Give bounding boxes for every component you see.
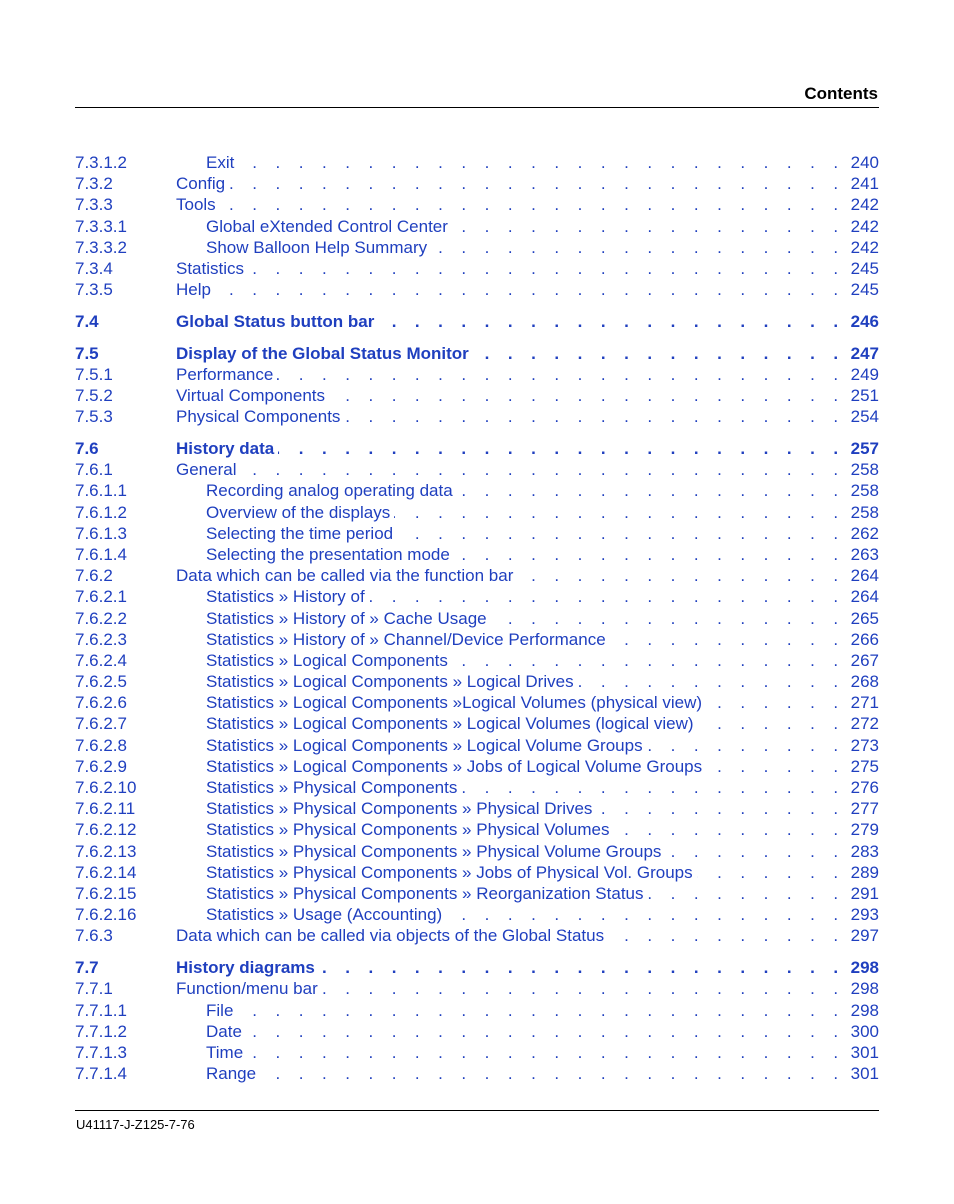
toc-entry[interactable]	[75, 480, 879, 501]
toc-dot-leader	[613, 819, 845, 840]
toc-entry[interactable]	[75, 406, 879, 427]
toc-entry[interactable]	[75, 1000, 879, 1021]
toc-page-number[interactable]: 297	[850, 926, 879, 946]
toc-page-number[interactable]: 283	[850, 841, 879, 861]
toc-section-number: 7.6.2.14	[75, 862, 137, 882]
toc-section-number: 7.6.2.4	[75, 650, 127, 670]
toc-dot-leader	[277, 364, 845, 385]
toc-section-number: 7.6.2.2	[75, 608, 127, 628]
toc-section-number: 7.7.1.2	[75, 1021, 127, 1041]
toc-dot-leader	[329, 385, 845, 406]
toc-entry-title[interactable]: Virtual Components	[176, 385, 329, 406]
toc-entry[interactable]	[75, 216, 879, 237]
toc-dot-leader	[260, 1063, 845, 1084]
toc-dot-leader	[608, 925, 845, 946]
toc-section-number: 7.5	[75, 343, 99, 363]
toc-entry-title[interactable]: Statistics » Logical Components »Logical Volumes (physical view)	[206, 692, 706, 713]
toc-section-number: 7.3.4	[75, 258, 113, 278]
toc-page-number[interactable]: 254	[850, 407, 879, 427]
toc-page-number[interactable]: 264	[850, 587, 879, 607]
toc-entry[interactable]	[75, 152, 879, 173]
toc-entry[interactable]	[75, 692, 879, 713]
toc-entry[interactable]	[75, 608, 879, 629]
toc-entry-title[interactable]: Tools	[176, 194, 220, 215]
toc-dot-leader	[596, 798, 845, 819]
toc-section-number: 7.6.2.5	[75, 672, 127, 692]
toc-page-number[interactable]: 291	[850, 883, 879, 903]
toc-entry-line	[176, 565, 879, 586]
toc-entry-title[interactable]: Selecting the time period	[206, 523, 397, 544]
toc-entry-line	[206, 819, 879, 840]
toc-entry-line	[206, 756, 879, 777]
toc-section-number: 7.6.3	[75, 926, 113, 946]
toc-dot-leader	[394, 502, 845, 523]
toc-entry-line	[206, 777, 879, 798]
toc-dot-leader	[491, 608, 845, 629]
toc-dot-leader	[706, 756, 845, 777]
toc-entry[interactable]	[75, 925, 879, 946]
toc-entry-title[interactable]: History diagrams	[176, 957, 319, 978]
toc-dot-leader	[215, 279, 845, 300]
toc-page-number[interactable]: 263	[850, 544, 879, 564]
toc-entry-title[interactable]: History data	[176, 438, 278, 459]
toc-entry[interactable]	[75, 650, 879, 671]
header-rule	[75, 107, 879, 108]
toc-dot-leader	[431, 237, 845, 258]
toc-section-number: 7.3.3.1	[75, 216, 127, 236]
toc-dot-leader	[322, 978, 845, 999]
toc-dot-leader	[647, 735, 845, 756]
toc-page-number[interactable]: 265	[850, 608, 879, 628]
toc-entry-line	[206, 237, 879, 258]
toc-dot-leader	[278, 438, 845, 459]
toc-entry-title[interactable]: General	[176, 459, 240, 480]
toc-section-number: 7.6.2.11	[75, 799, 136, 819]
toc-page-number[interactable]: 277	[850, 799, 879, 819]
toc-section-number: 7.6.2.1	[75, 587, 127, 607]
table-of-contents	[75, 152, 879, 1084]
toc-entry-line	[176, 385, 879, 406]
toc-entry-title[interactable]: Statistics » Physical Components » Physical Volumes	[206, 819, 613, 840]
toc-page-number[interactable]: 249	[850, 364, 879, 384]
toc-page-number[interactable]: 273	[850, 735, 879, 755]
toc-entry-line	[176, 925, 879, 946]
toc-section-number: 7.5.1	[75, 364, 113, 384]
toc-page-number[interactable]: 298	[850, 979, 879, 999]
toc-dot-leader	[706, 692, 845, 713]
toc-dot-leader	[446, 904, 845, 925]
toc-entry-line	[176, 194, 879, 215]
toc-entry[interactable]	[75, 957, 879, 978]
toc-dot-leader	[248, 258, 845, 279]
toc-dot-leader	[229, 173, 845, 194]
toc-entry-line	[206, 544, 879, 565]
toc-dot-leader	[237, 1000, 845, 1021]
toc-section-number: 7.6.1	[75, 460, 113, 480]
toc-entry-title[interactable]: Statistics » History of » Channel/Device Performance	[206, 629, 610, 650]
toc-entry-line	[206, 1063, 879, 1084]
toc-section-number: 7.7.1	[75, 979, 113, 999]
toc-page-number[interactable]: 279	[850, 820, 879, 840]
toc-entry-title[interactable]: Function/menu bar	[176, 978, 322, 999]
toc-entry-line	[206, 608, 879, 629]
toc-page-number[interactable]: 245	[850, 258, 879, 278]
toc-entry[interactable]	[75, 544, 879, 565]
toc-page-number[interactable]: 251	[850, 386, 879, 406]
toc-dot-leader	[240, 459, 845, 480]
toc-entry-title[interactable]: Statistics » Usage (Accounting)	[206, 904, 446, 925]
toc-entry[interactable]	[75, 1021, 879, 1042]
toc-page-number[interactable]: 257	[850, 439, 879, 459]
toc-entry[interactable]	[75, 978, 879, 999]
toc-entry-line	[206, 883, 879, 904]
toc-entry-line	[176, 343, 879, 364]
toc-section-number: 7.6.2	[75, 566, 113, 586]
toc-entry-line	[176, 364, 879, 385]
toc-entry[interactable]	[75, 565, 879, 586]
toc-section-number: 7.6.2.13	[75, 841, 137, 861]
toc-entry-title[interactable]: Recording analog operating data	[206, 480, 457, 501]
toc-entry-title[interactable]: Statistics » Physical Components » Jobs of Physical Vol. Groups	[206, 862, 697, 883]
toc-entry[interactable]	[75, 438, 879, 459]
toc-dot-leader	[378, 311, 845, 332]
toc-page-number[interactable]: 242	[850, 195, 879, 215]
toc-page-number[interactable]: 241	[850, 174, 879, 194]
toc-page-number[interactable]: 258	[850, 481, 879, 501]
toc-entry[interactable]	[75, 713, 879, 734]
toc-entry-line	[176, 438, 879, 459]
toc-section-number: 7.6.2.6	[75, 693, 127, 713]
toc-entry-title[interactable]: Performance	[176, 364, 277, 385]
toc-entry-line	[206, 629, 879, 650]
toc-dot-leader	[697, 862, 845, 883]
toc-section-number: 7.6.1.3	[75, 523, 127, 543]
toc-section-number: 7.6	[75, 439, 99, 459]
toc-entry-line	[206, 798, 879, 819]
toc-section-number: 7.7.1.3	[75, 1042, 127, 1062]
toc-entry[interactable]	[75, 819, 879, 840]
toc-page-number[interactable]: 264	[850, 566, 879, 586]
toc-section-number: 7.7	[75, 958, 99, 978]
toc-section-number: 7.7.1.1	[75, 1000, 127, 1020]
toc-entry[interactable]	[75, 1042, 879, 1063]
toc-section-number: 7.6.2.8	[75, 735, 127, 755]
toc-section-number: 7.6.1.1	[75, 481, 127, 501]
toc-dot-leader	[457, 480, 845, 501]
toc-dot-leader	[698, 713, 845, 734]
toc-entry[interactable]	[75, 459, 879, 480]
toc-entry[interactable]	[75, 862, 879, 883]
toc-entry-title[interactable]: Statistics » Logical Components	[206, 650, 452, 671]
toc-section-number: 7.6.2.10	[75, 778, 137, 798]
toc-entry-title[interactable]: Range	[206, 1063, 260, 1084]
toc-entry-line	[206, 502, 879, 523]
toc-dot-leader	[517, 565, 845, 586]
toc-entry[interactable]	[75, 671, 879, 692]
toc-section-number: 7.6.2.12	[75, 820, 137, 840]
toc-entry-line	[206, 713, 879, 734]
toc-section-number: 7.6.1.4	[75, 544, 127, 564]
toc-entry[interactable]	[75, 883, 879, 904]
toc-entry-line	[176, 406, 879, 427]
toc-entry-line	[176, 279, 879, 300]
toc-entry[interactable]	[75, 629, 879, 650]
toc-page-number[interactable]: 258	[850, 502, 879, 522]
toc-entry-title[interactable]: Statistics » Physical Components » Physical Volume Groups	[206, 841, 665, 862]
toc-entry[interactable]	[75, 194, 879, 215]
toc-section-number: 7.3.5	[75, 280, 113, 300]
toc-section-number: 7.3.2	[75, 174, 113, 194]
toc-entry-line	[206, 735, 879, 756]
toc-entry[interactable]	[75, 735, 879, 756]
toc-page-number[interactable]: 240	[850, 153, 879, 172]
toc-dot-leader	[397, 523, 845, 544]
toc-section-number: 7.7.1.4	[75, 1064, 127, 1084]
toc-entry-line	[206, 671, 879, 692]
toc-entry-title[interactable]: File	[206, 1000, 237, 1021]
toc-entry-line	[206, 904, 879, 925]
toc-entry[interactable]	[75, 1063, 879, 1084]
toc-entry-title[interactable]: Statistics » Logical Components » Jobs of Logical Volume Groups	[206, 756, 706, 777]
toc-entry[interactable]	[75, 756, 879, 777]
toc-entry[interactable]	[75, 173, 879, 194]
toc-page-number[interactable]: 245	[850, 280, 879, 300]
toc-entry-title[interactable]: Show Balloon Help Summary	[206, 237, 431, 258]
toc-page-number[interactable]: 298	[850, 958, 879, 978]
toc-entry[interactable]	[75, 586, 879, 607]
toc-dot-leader	[247, 1042, 845, 1063]
toc-page-number[interactable]: 301	[850, 1064, 879, 1084]
toc-entry-title[interactable]: Statistics » Logical Components » Logical Volumes (logical view)	[206, 713, 698, 734]
toc-page-number[interactable]: 246	[850, 311, 879, 331]
toc-entry-title[interactable]: Statistics » Physical Components » Reorganization Status	[206, 883, 648, 904]
toc-dot-leader	[246, 1021, 845, 1042]
toc-entry[interactable]	[75, 279, 879, 300]
toc-entry-line	[176, 311, 879, 332]
toc-dot-leader	[578, 671, 845, 692]
toc-section-number: 7.6.1.2	[75, 502, 127, 522]
toc-entry[interactable]	[75, 904, 879, 925]
toc-entry-line	[206, 862, 879, 883]
toc-entry-line	[176, 978, 879, 999]
toc-dot-leader	[648, 883, 845, 904]
toc-page-number[interactable]: 242	[850, 237, 879, 257]
toc-dot-leader	[665, 841, 845, 862]
toc-entry[interactable]	[75, 777, 879, 798]
toc-page-number[interactable]: 242	[850, 216, 879, 236]
toc-entry-title[interactable]: Display of the Global Status Monitor	[176, 343, 473, 364]
toc-entry-title[interactable]: Selecting the presentation mode	[206, 544, 454, 565]
toc-entry-title[interactable]: Overview of the displays	[206, 502, 394, 523]
toc-page-number[interactable]: 275	[850, 756, 879, 776]
toc-entry-title[interactable]: Data which can be called via the function bar	[176, 565, 517, 586]
toc-entry-title[interactable]: Date	[206, 1021, 246, 1042]
toc-entry[interactable]	[75, 798, 879, 819]
toc-section-number: 7.4	[75, 311, 99, 331]
toc-page-number[interactable]: 272	[850, 714, 879, 734]
toc-entry-line	[206, 480, 879, 501]
toc-dot-leader	[473, 343, 845, 364]
toc-page-number[interactable]: 266	[850, 629, 879, 649]
toc-page-number[interactable]: 293	[850, 905, 879, 925]
toc-entry-title[interactable]: Statistics » Logical Components » Logical Volume Groups	[206, 735, 647, 756]
toc-dot-leader	[452, 216, 845, 237]
toc-section-number: 7.6.2.15	[75, 883, 137, 903]
toc-entry-title[interactable]: Physical Components	[176, 406, 344, 427]
toc-entry[interactable]	[75, 237, 879, 258]
toc-page-number[interactable]: 301	[850, 1042, 879, 1062]
toc-section-number: 7.6.2.7	[75, 714, 127, 734]
toc-section-number: 7.6.2.3	[75, 629, 127, 649]
toc-page-number[interactable]: 271	[850, 693, 879, 713]
toc-entry-line	[206, 523, 879, 544]
toc-entry-line	[206, 1021, 879, 1042]
toc-dot-leader	[369, 586, 845, 607]
toc-entry[interactable]	[75, 364, 879, 385]
footer-rule	[75, 1110, 879, 1111]
toc-entry-title[interactable]: Time	[206, 1042, 247, 1063]
toc-entry-title[interactable]: Statistics	[176, 258, 248, 279]
toc-page-number[interactable]: 289	[850, 862, 879, 882]
toc-page-number[interactable]: 267	[850, 650, 879, 670]
toc-section-number: 7.6.2.16	[75, 905, 137, 925]
toc-entry[interactable]	[75, 523, 879, 544]
toc-entry-title[interactable]: Statistics » History of	[206, 586, 369, 607]
footer-document-code: U41117-J-Z125-7-76	[76, 1117, 195, 1132]
toc-entry-title[interactable]: Global Status button bar	[176, 311, 378, 332]
toc-dot-leader	[319, 957, 845, 978]
toc-page-number[interactable]: 276	[850, 778, 879, 798]
toc-section-number: 7.3.1.2	[75, 153, 127, 172]
toc-entry-title[interactable]: Exit	[206, 152, 238, 173]
toc-entry-line	[176, 258, 879, 279]
toc-page-number[interactable]: 300	[850, 1021, 879, 1041]
toc-entry[interactable]	[75, 311, 879, 332]
toc-entry-line	[176, 957, 879, 978]
toc-section-number: 7.3.3.2	[75, 237, 127, 257]
toc-entry-line	[176, 173, 879, 194]
toc-entry-line	[206, 841, 879, 862]
toc-dot-leader	[610, 629, 845, 650]
toc-entry[interactable]	[75, 385, 879, 406]
toc-entry[interactable]	[75, 502, 879, 523]
toc-entry[interactable]	[75, 258, 879, 279]
toc-entry-title[interactable]: Statistics » Logical Components » Logical Drives	[206, 671, 578, 692]
toc-entry-line	[206, 1000, 879, 1021]
toc-page-number[interactable]: 298	[850, 1000, 879, 1020]
toc-dot-leader	[238, 152, 845, 173]
toc-dot-leader	[344, 406, 845, 427]
toc-entry-title[interactable]: Statistics » History of » Cache Usage	[206, 608, 491, 629]
toc-section-number: 7.5.2	[75, 386, 113, 406]
toc-dot-leader	[220, 194, 845, 215]
toc-section-number: 7.3.3	[75, 195, 113, 215]
toc-section-number: 7.6.2.9	[75, 756, 127, 776]
toc-entry-title[interactable]: Data which can be called via objects of the Global Status	[176, 925, 608, 946]
toc-entry-line	[206, 152, 879, 173]
toc-entry-line	[176, 459, 879, 480]
toc-page-number[interactable]: 247	[850, 343, 879, 363]
toc-entry-line	[206, 650, 879, 671]
toc-dot-leader	[454, 544, 845, 565]
toc-entry[interactable]	[75, 343, 879, 364]
toc-page-number[interactable]: 268	[850, 672, 879, 692]
toc-dot-leader	[452, 650, 845, 671]
toc-entry-line	[206, 216, 879, 237]
toc-entry-title[interactable]: Statistics » Physical Components	[206, 777, 461, 798]
toc-entry-title[interactable]: Config	[176, 173, 229, 194]
toc-section-number: 7.5.3	[75, 407, 113, 427]
toc-entry[interactable]	[75, 841, 879, 862]
toc-entry-title[interactable]: Help	[176, 279, 215, 300]
toc-entry-title[interactable]: Global eXtended Control Center	[206, 216, 452, 237]
page-header-title: Contents	[804, 84, 878, 103]
toc-entry-line	[206, 692, 879, 713]
toc-dot-leader	[461, 777, 845, 798]
toc-page-number[interactable]: 262	[850, 523, 879, 543]
toc-entry-line	[206, 1042, 879, 1063]
toc-entry-line	[206, 586, 879, 607]
toc-entry-title[interactable]: Statistics » Physical Components » Physical Drives	[206, 798, 596, 819]
toc-page-number[interactable]: 258	[850, 460, 879, 480]
